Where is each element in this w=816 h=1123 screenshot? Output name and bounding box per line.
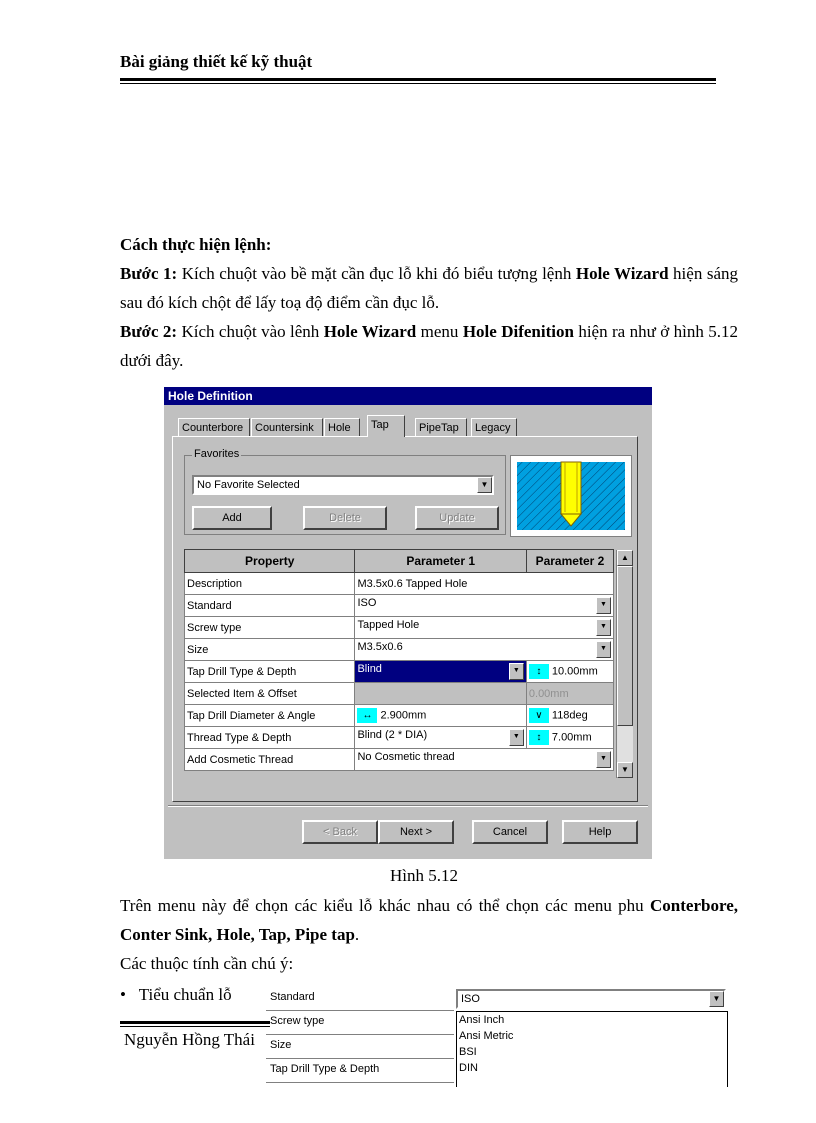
snippet-row: Standard [266,987,454,1011]
scroll-down-icon[interactable]: ▼ [617,762,633,778]
table-row[interactable]: Thread Type & Depth Blind (2 * DIA) ▼ ↕ 7.00mm [185,727,614,749]
footer-rule [120,1021,270,1024]
snippet-row: Size [266,1035,454,1059]
chevron-down-icon[interactable]: ▼ [509,729,524,746]
chevron-down-icon[interactable]: ▼ [596,597,611,614]
tab-hole[interactable]: Hole [324,418,360,436]
list-item[interactable]: Ansi Metric [459,1030,514,1042]
angle-icon: ∨ [529,708,549,723]
table-row[interactable]: Screw type Tapped Hole ▼ [185,617,614,639]
add-button[interactable]: Add [192,506,272,530]
tab-counterbore[interactable]: Counterbore [178,418,250,436]
table-row[interactable]: Selected Item & Offset 0.00mm [185,683,614,705]
table-row[interactable]: Add Cosmetic Thread No Cosmetic thread ▼ [185,749,614,771]
step2-paragraph: Bước 2: Kích chuột vào lênh Hole Wizard menu Hole Difenition hiện ra như ở hình 5.12 dưới đây. [120,322,738,370]
favorites-label: Favorites [194,448,240,460]
tab-tap[interactable]: Tap [367,415,405,437]
hole-definition-dialog [164,387,652,859]
chevron-down-icon[interactable]: ▼ [709,991,724,1007]
thread-depth-icon: ↕ [529,730,549,745]
chevron-down-icon[interactable]: ▼ [596,619,611,636]
next-button[interactable]: Next > [378,820,454,844]
standard-dropdown-snippet [266,987,738,1087]
hole-preview-image [510,455,632,537]
section-heading: Cách thực hiện lệnh: [120,235,272,254]
delete-button[interactable]: Delete [303,506,387,530]
header-rule [120,78,716,81]
header-rule-thin [120,83,716,84]
grid-scrollbar[interactable] [616,550,633,778]
chevron-down-icon[interactable]: ▼ [596,641,611,658]
standard-options-list [456,1011,728,1087]
depth-icon: ↕ [529,664,549,679]
help-button[interactable]: Help [562,820,638,844]
footer-author: Nguyễn Hồng Thái [124,1030,255,1049]
favorites-select[interactable]: No Favorite Selected ▼ [192,475,494,495]
cancel-button[interactable]: Cancel [472,820,548,844]
table-row[interactable]: Size M3.5x0.6 ▼ [185,639,614,661]
step1-paragraph: Bước 1: Kích chuột vào bề mặt cần đục lỗ khi đó biểu tượng lệnh Hole Wizard hiện sáng sau đó kích chột để lấy toạ độ điểm cần đục lỗ. [120,264,738,312]
chevron-down-icon[interactable]: ▼ [596,751,611,768]
list-item[interactable]: BSI [459,1046,477,1058]
table-row[interactable]: Tap Drill Diameter & Angle ↔ 2.900mm ∨ 118deg [185,705,614,727]
dialog-title: Hole Definition [164,387,652,405]
col-property[interactable]: Property [185,550,355,573]
snippet-row: Screw type [266,1011,454,1035]
table-row[interactable]: Description M3.5x0.6 Tapped Hole [185,573,614,595]
chevron-down-icon[interactable]: ▼ [477,477,492,493]
page-header-title: Bài giảng thiết kế kỹ thuật [120,52,313,71]
table-row[interactable]: Tap Drill Type & Depth Blind ▼ ↕ 10.00mm [185,661,614,683]
col-parameter-1[interactable]: Parameter 1 [355,550,526,573]
standard-select[interactable]: ISO ▼ [456,989,726,1009]
back-button[interactable]: < Back [302,820,378,844]
tab-legacy[interactable]: Legacy [471,418,517,436]
bullet-item: • Tiểu chuẩn lỗ [120,985,232,1004]
scroll-up-icon[interactable]: ▲ [617,550,633,566]
divider [168,805,648,807]
scroll-thumb[interactable] [617,566,633,726]
col-parameter-2[interactable]: Parameter 2 [526,550,613,573]
figure-caption: Hình 5.12 [390,866,458,885]
list-item[interactable]: DIN [459,1062,478,1074]
chevron-down-icon[interactable]: ▼ [509,663,524,680]
tab-countersink[interactable]: Countersink [251,418,323,436]
table-row[interactable]: Standard ISO ▼ [185,595,614,617]
update-button[interactable]: Update [415,506,499,530]
property-grid [184,549,614,771]
snippet-row: Tap Drill Type & Depth [266,1059,454,1083]
para-attributes: Các thuộc tính cần chú ý: [120,954,294,973]
tab-pipetap[interactable]: PipeTap [415,418,467,436]
diameter-icon: ↔ [357,708,377,723]
list-item[interactable]: Ansi Inch [459,1014,505,1026]
para-menu: Trên menu này để chọn các kiểu lỗ khác nhau có thể chọn các menu phu Conterbore, Conter Sink, Hole, Tap, Pipe tap. [120,896,738,944]
footer-rule-thin [120,1026,270,1027]
